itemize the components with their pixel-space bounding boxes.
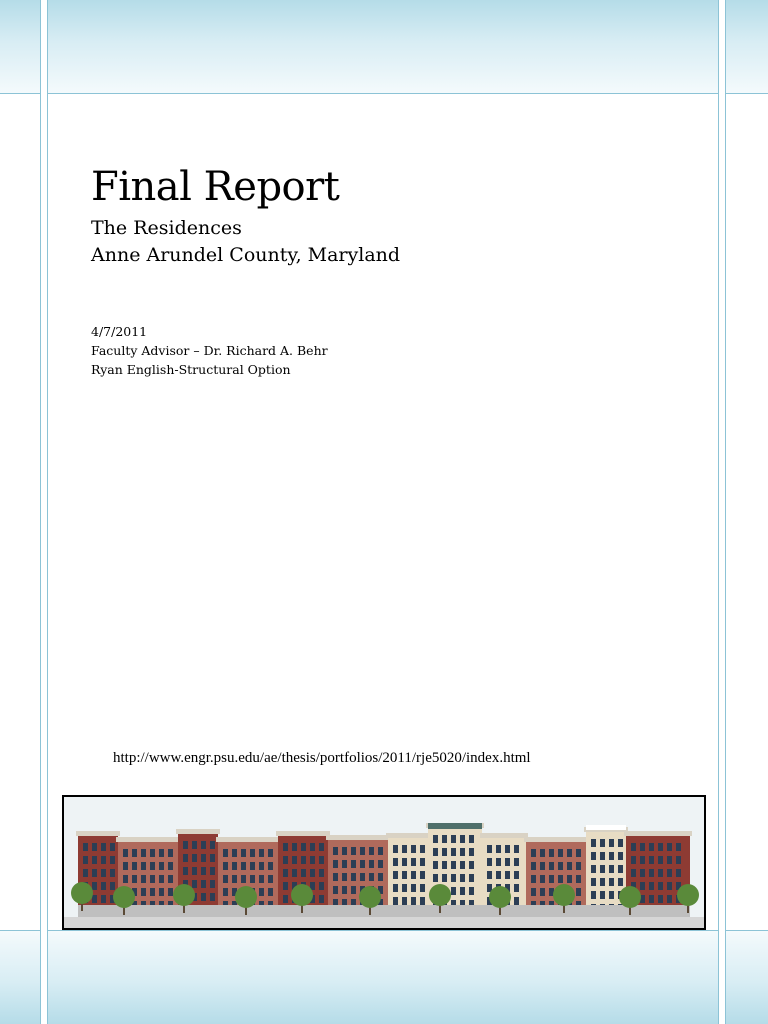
author-option: Ryan English-Structural Option [91, 362, 291, 377]
page-title: Final Report [91, 164, 340, 210]
footer-rule [0, 930, 768, 931]
project-name: The Residences [91, 217, 242, 239]
footer-band [0, 931, 768, 1024]
right-margin-gutter [718, 0, 726, 1024]
faculty-advisor: Faculty Advisor – Dr. Richard A. Behr [91, 343, 328, 358]
report-meta [91, 322, 328, 379]
header-band [0, 0, 768, 93]
header-rule [0, 93, 768, 94]
building-elevation-image [62, 795, 706, 930]
left-margin-gutter [40, 0, 48, 1024]
project-location: Anne Arundel County, Maryland [91, 244, 401, 266]
building-elevation-icon [64, 797, 704, 928]
report-date: 4/7/2011 [91, 324, 148, 339]
portfolio-link[interactable]: http://www.engr.psu.edu/ae/thesis/portfolios/2011/rje5020/index.html [113, 750, 531, 766]
